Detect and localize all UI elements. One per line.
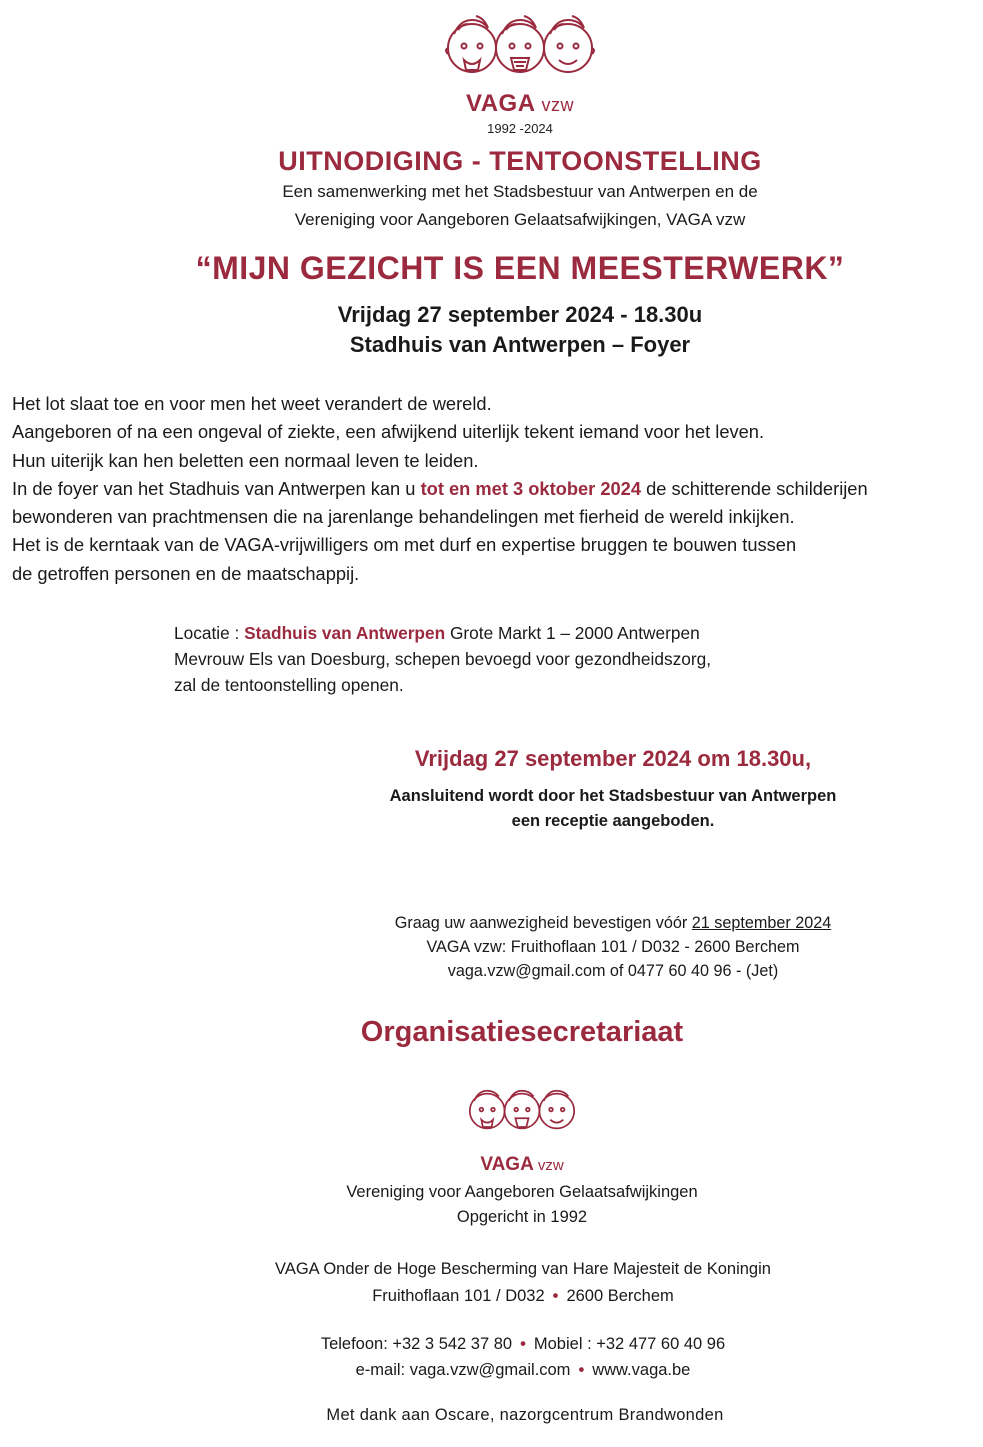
rsvp-text: Graag uw aanwezigheid bevestigen vóór <box>394 914 692 932</box>
rsvp-line-1 <box>0 911 983 935</box>
location-address: Grote Markt 1 – 2000 Antwerpen <box>445 623 700 643</box>
contact-block <box>0 1331 983 1383</box>
secretariat-brand-name: VAGA <box>480 1154 534 1175</box>
body-line-4-start: In de foyer van het Stadhuis van Antwerpen kan u <box>12 477 421 499</box>
body-line-3: Hun uiterijk kan hen beletten een normaal leven te leiden. <box>12 449 479 471</box>
secretariat-title: Organisatiesecretariaat <box>360 1016 684 1048</box>
rsvp-line-2: VAGA vzw: Fruithoflaan 101 / D032 - 2600 Berchem <box>426 938 800 956</box>
phone-number: Telefoon: +32 3 542 37 80 <box>320 1335 513 1353</box>
reception-text <box>0 784 983 834</box>
opening-date: Vrijdag 27 september 2024 om 18.30u, <box>414 746 812 771</box>
separator-dot: • <box>520 1335 526 1353</box>
secretariat-brand-suffix: vzw <box>537 1157 564 1174</box>
body-line-2: Aangeboren of na een ongeval of ziekte, een afwijkend uiterlijk tekent iemand voor het leven. <box>12 421 765 443</box>
patronage-block <box>0 1256 983 1310</box>
association-info <box>0 1180 983 1230</box>
brand-suffix: vzw <box>541 95 575 115</box>
address-city: 2600 Berchem <box>566 1287 674 1305</box>
body-line-6: Het is de kerntaak van de VAGA-vrijwilligers om met durf en expertise bruggen te bouwen tussen <box>12 534 797 556</box>
location-block <box>174 620 874 698</box>
email-line <box>0 1357 983 1383</box>
three-children-faces-logo-icon <box>440 8 600 88</box>
brand-header <box>0 90 983 118</box>
reception-line-2: een receptie aangeboden. <box>511 812 715 830</box>
separator-dot: • <box>552 1287 559 1305</box>
brand-years: 1992 -2024 <box>487 121 553 136</box>
rsvp-deadline: 21 september 2024 <box>691 914 832 932</box>
phone-line <box>0 1331 983 1357</box>
invitation-title: UITNODIGING - TENTOONSTELLING <box>278 146 762 176</box>
exhibition-title: “MIJN GEZICHT IS EEN MEESTERWERK” <box>195 250 845 286</box>
reception-line-1: Aansluitend wordt door het Stadsbestuur van Antwerpen <box>389 787 837 805</box>
cooperation-text <box>0 178 983 234</box>
body-line-7: de getroffen personen en de maatschappij. <box>12 562 360 584</box>
separator-dot: • <box>578 1361 585 1379</box>
patronage-text: VAGA Onder de Hoge Bescherming van Hare Majesteit de Koningin <box>275 1260 771 1278</box>
opener-line-2: zal de tentoonstelling openen. <box>174 675 404 695</box>
exhibition-date-time: Vrijdag 27 september 2024 - 18.30u <box>337 302 703 327</box>
opener-line-1: Mevrouw Els van Doesburg, schepen bevoegd voor gezondheidszorg, <box>174 649 712 669</box>
exhibition-datetime-block <box>0 300 983 360</box>
cooperation-line-2: Vereniging voor Aangeboren Gelaatsafwijkingen, VAGA vzw <box>294 210 746 229</box>
association-full-name: Vereniging voor Aangeboren Gelaatsafwijkingen <box>346 1183 698 1201</box>
body-line-1: Het lot slaat toe en voor men het weet verandert de wereld. <box>12 393 492 414</box>
body-paragraph <box>12 390 977 588</box>
location-line <box>174 620 874 646</box>
body-line-4 <box>12 475 977 503</box>
exhibition-end-date: tot en met 3 oktober 2024 <box>420 477 642 499</box>
brand-name: VAGA <box>465 90 536 117</box>
location-venue: Stadhuis van Antwerpen <box>244 623 446 643</box>
secretariat-address <box>0 1283 983 1310</box>
address-street: Fruithoflaan 101 / D032 <box>372 1287 545 1305</box>
thanks-footer: Met dank aan Oscare, nazorgcentrum Brandwonden <box>326 1406 724 1424</box>
three-children-faces-logo-icon <box>464 1082 580 1140</box>
mobile-number: Mobiel : +32 477 60 40 96 <box>533 1335 726 1353</box>
body-line-5: bewonderen van prachtmensen die na jarenlange behandelingen met fierheid de wereld inkijken. <box>12 506 795 528</box>
email-address[interactable]: e-mail: vaga.vzw@gmail.com <box>355 1361 571 1379</box>
rsvp-block <box>0 911 983 983</box>
cooperation-line-1: Een samenwerking met het Stadsbestuur van Antwerpen en de <box>282 182 758 201</box>
association-founded: Opgericht in 1992 <box>456 1208 588 1226</box>
rsvp-line-3: vaga.vzw@gmail.com of 0477 60 40 96 - (Jet) <box>447 962 779 980</box>
location-label: Locatie : <box>174 623 245 643</box>
website-link[interactable]: www.vaga.be <box>592 1361 691 1379</box>
secretariat-brand <box>0 1154 983 1176</box>
exhibition-venue: Stadhuis van Antwerpen – Foyer <box>349 332 691 357</box>
body-line-4-end: de schitterende schilderijen <box>641 477 868 499</box>
